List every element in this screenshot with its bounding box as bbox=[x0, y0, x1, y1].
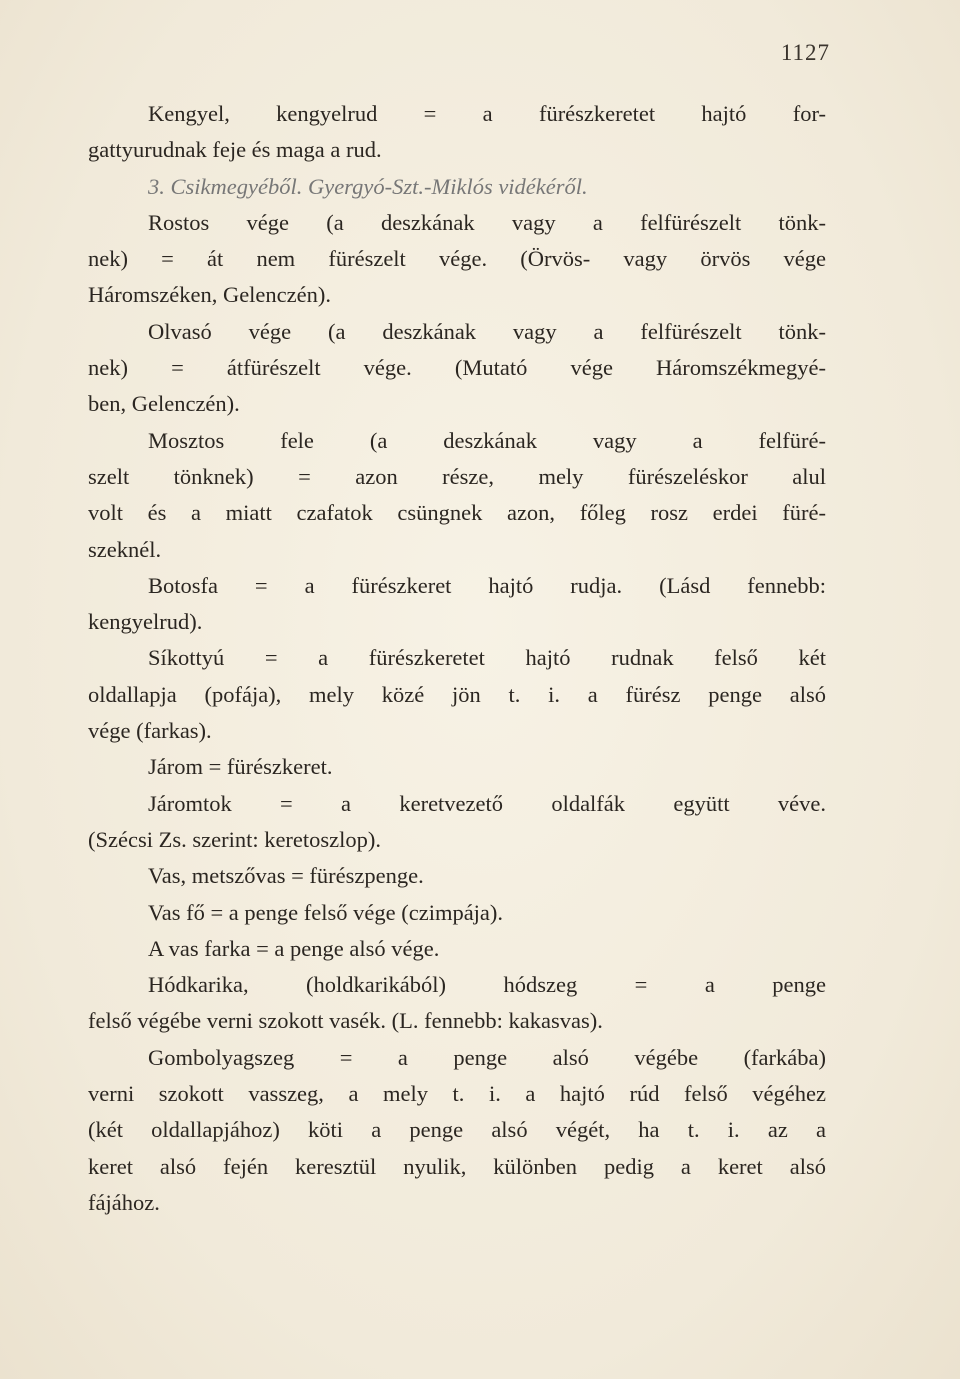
text-line: felső végébe verni szokott vasék. (L. fennebb: kakasvas). bbox=[88, 1008, 603, 1034]
text-line: Síkottyú = a fürészkeretet hajtó rudnak felső két bbox=[148, 645, 826, 671]
text-line: Mosztos fele (a deszkának vagy a felfüré- bbox=[148, 427, 826, 453]
text-line: gattyurudnak feje és maga a rud. bbox=[88, 137, 382, 163]
text-line: volt és a miatt czafatok csüngnek azon, főleg rosz erdei füré- bbox=[88, 500, 826, 526]
body-text bbox=[88, 96, 826, 1221]
text-line: Vas, metszővas = fürészpenge. bbox=[148, 863, 424, 889]
text-line: verni szokott vasszeg, a mely t. i. a hajtó rúd felső végéhez bbox=[88, 1081, 826, 1107]
text-line: (Szécsi Zs. szerint: keretoszlop). bbox=[88, 826, 382, 852]
text-line: Rostos vége (a deszkának vagy a felfürészelt tönk- bbox=[148, 209, 826, 235]
text-line: Háromszéken, Gelenczén). bbox=[88, 282, 331, 308]
text-line: Járomtok = a keretvezető oldalfák együtt véve. bbox=[148, 790, 826, 816]
text-line: 3. Csikmegyéből. Gyergyó-Szt.-Miklós vidékéről. bbox=[148, 173, 588, 199]
text-line: szelt tönknek) = azon része, mely fürészeléskor alul bbox=[88, 463, 826, 489]
text-line: vége (farkas). bbox=[88, 718, 212, 744]
text-line: ben, Gelenczén). bbox=[88, 391, 240, 417]
text-line: oldallapja (pofája), mely közé jön t. i. a fürész penge alsó bbox=[88, 681, 826, 707]
text-line: Gombolyagszeg = a penge alsó végébe (farkába) bbox=[148, 1044, 826, 1070]
text-line: Vas fő = a penge felső vége (czimpája). bbox=[148, 899, 504, 925]
text-line: Botosfa = a fürészkeret hajtó rudja. (Lásd fennebb: bbox=[148, 572, 826, 598]
text-line: (két oldallapjához) köti a penge alsó végét, ha t. i. az a bbox=[88, 1117, 826, 1143]
text-line: Járom = fürészkeret. bbox=[148, 754, 333, 780]
text-line: szeknél. bbox=[88, 536, 162, 562]
text-line: fájához. bbox=[88, 1189, 160, 1215]
text-line: Kengyel, kengyelrud = a fürészkeretet hajtó for- bbox=[148, 101, 826, 126]
text-line: nek) = átfürészelt vége. (Mutató vége Háromszékmegyé- bbox=[88, 355, 826, 381]
text-line: keret alsó fején keresztül nyulik, különben pedig a keret alsó bbox=[88, 1153, 826, 1179]
page-number: 1127 bbox=[780, 40, 830, 65]
text-line: Hódkarika, (holdkarikából) hódszeg = a penge bbox=[148, 972, 826, 998]
text-line: kengyelrud). bbox=[88, 609, 203, 635]
text-line: Olvasó vége (a deszkának vagy a felfürészelt tönk- bbox=[148, 318, 826, 344]
text-line: nek) = át nem fürészelt vége. (Örvös- vagy örvös vége bbox=[88, 246, 826, 272]
text-line: A vas farka = a penge alsó vége. bbox=[148, 935, 440, 961]
